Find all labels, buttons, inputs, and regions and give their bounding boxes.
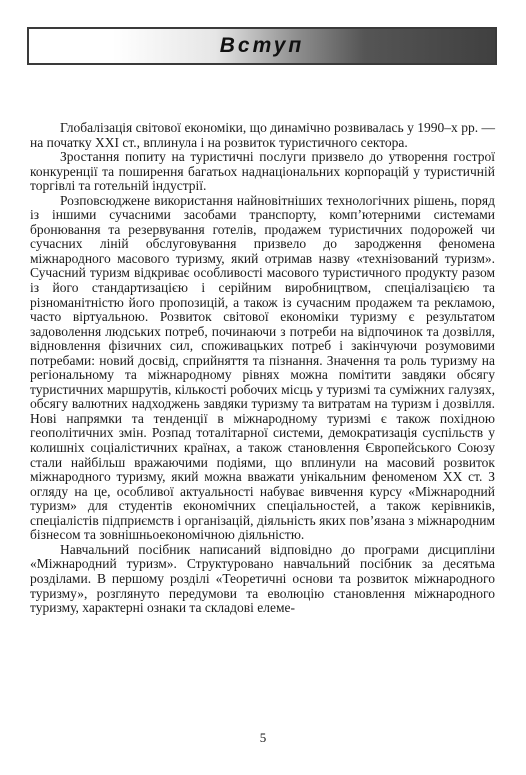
paragraph: Зростання попиту на туристичні послуги призвело до утворення гострої конкуренції та поширення багатьох наднаціональних корпорацій у туристичній торгівлі та готельній індустрії.: [30, 149, 495, 194]
paragraph: Навчальний посібник написаний відповідно до програми дисципліни «Міжнародний туризм». Структуровано навчальний посібник за десятьма розділами. В першому розділі «Теоретичні основи та розвиток міжнародного туризму», розглянуто передумови та еволюцію становлення міжнародного туризму, характерні ознаки та складові елеме-: [30, 541, 495, 616]
body-text: [30, 121, 495, 616]
page-number: 5: [259, 730, 267, 745]
chapter-title: Вступ: [219, 34, 305, 57]
paragraph: Розповсюджене використання найновітніших технологічних рішень, поряд із іншими сучасними засобами транспорту, комп’ютерними системами бронювання та резервування готелів, продажем туристичних подорожей чи сучасних ліній обслуговування призвело до зародження феномена міжнародного масового туризму, який отримав назву «технізований туризм». Сучасний туризм відкриває особливості масового туристичного продукту разом із його стандартизацією і серійним виробництвом, спеціалізацією та різноманітністю його пропозицій, а також із сучасним продажем та рекламою, часто віртуальною. Розвиток світової економіки туризму є результатом задоволення людських потреб, починаючи з потреби на відпочинок та дозвілля, відновлення фізичних сил, споживацьких потреб і закінчуючи розумовими потребами: новий досвід, сприйняття та пізнання. Значення та роль туризму на регіональному та міжнародному рівнях можна помітити завдяки обсягу туристичних маршрутів, кількості робочих місць у туризмі та суміжних галузях, обсягу валютних надходжень завдяки туризму та витратам на туризм і дозвілля. Нові напрямки та тенденції в міжнародному туризмі є також похідною геополітичних змін. Розпад тоталітарної системи, демократизація суспільств у колишніх соціалістичних країнах, а також становлення Європейського Союзу стали найбільш вражаючими подіями, що вплинули на масовий розвиток міжнародного туризму, який можна вважати унікальним феноменом XX ст. З огляду на це, особливої актуальності набуває вивчення курсу «Міжнародний туризм» для студентів економічних спеціальностей, а також керівників, спеціалістів підприємств і організацій, діяльність яких пов’язана з міжнародним бізнесом та зовнішньоекономічною діяльністю.: [30, 192, 495, 543]
chapter-header: [27, 27, 497, 65]
paragraph: Глобалізація світової економіки, що динамічно розвивалась у 1990–х рр. — на початку XXI ст., вплинула і на розвиток туристичного сектора.: [30, 120, 495, 150]
